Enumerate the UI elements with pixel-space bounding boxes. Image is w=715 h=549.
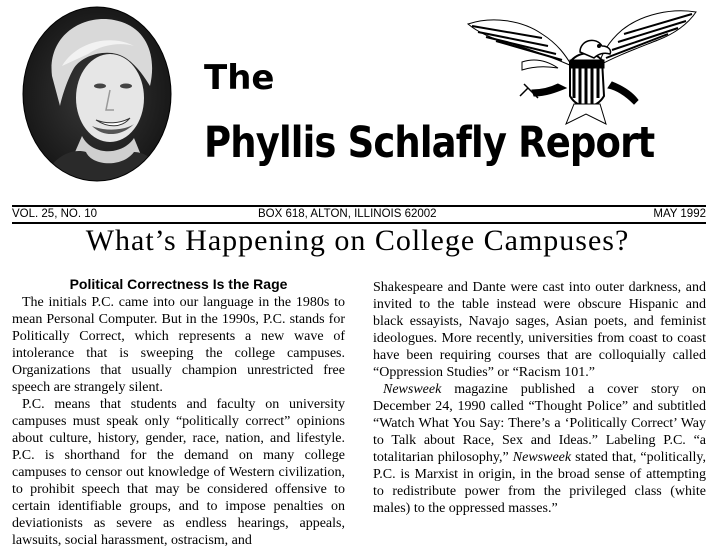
publication-name-2: Newsweek [512,450,572,465]
right-paragraph-2-end: stated that, “politically, P.C. is Marxist in origin, in the broad sense of attempting to redistribute power from the privileged class (white males) to the oppressed masses.” [373,450,706,516]
masthead-the: The [204,58,275,98]
right-column [373,279,706,517]
issue-address: BOX 618, ALTON, ILLINOIS 62002 [258,208,437,220]
masthead-title: Phyllis Schlafly Report [204,118,655,168]
section-subhead: Political Correctness Is the Rage [69,276,288,292]
publication-name: Newsweek [383,382,442,397]
left-paragraph-2: P.C. means that students and faculty on university campuses must speak only “politically correct” opinions about culture, history, gender, race, nation, and lifestyle. P.C. is shorthand for the demand on many college campuses to censor out knowledge of Western civilization, to prohibit speech that may be considered offensive to certain identifiable groups, and to impose penalties on deviationists as severe as endless hearings, appeals, lawsuits, social harassment, ostracism, and [12,397,345,548]
issue-date: MAY 1992 [653,208,706,220]
issue-volume: VOL. 25, NO. 10 [12,208,98,220]
right-paragraph-2 [373,381,706,517]
issue-info-bar [12,205,706,224]
right-paragraph-1: Shakespeare and Dante were cast into outer darkness, and invited to the table instead were obscure Hispanic and black essayists, Navajo sages, Asian poets, and feminist ideologues. More recently, universities from coast to coast have been requiring courses that are colloquially called “Oppression Studies” or “Racism 101.” [373,280,706,380]
portrait-photo [22,6,172,182]
right-paragraph-2-text: magazine published a cover story on December 24, 1990 called “Thought Police” and subtitled “Watch What You Say: There’s a ‘Politically Correct’ Way to Talk about Race, Sex and Ideas.” Labeling P.C. “a totalitarian philosophy,” [373,382,706,465]
left-column [12,276,345,549]
left-paragraph-1: The initials P.C. came into our language in the 1980s to mean Personal Computer. But in the 1990s, P.C. stands for Politically Correct, which represents a new wave of intolerance that is sweeping the college campuses. Organizations that usually champion unrestricted free speech are strangely silent. [12,295,345,395]
article-headline: What’s Happening on College Campuses? [85,224,630,257]
eagle-emblem-icon [462,4,702,128]
